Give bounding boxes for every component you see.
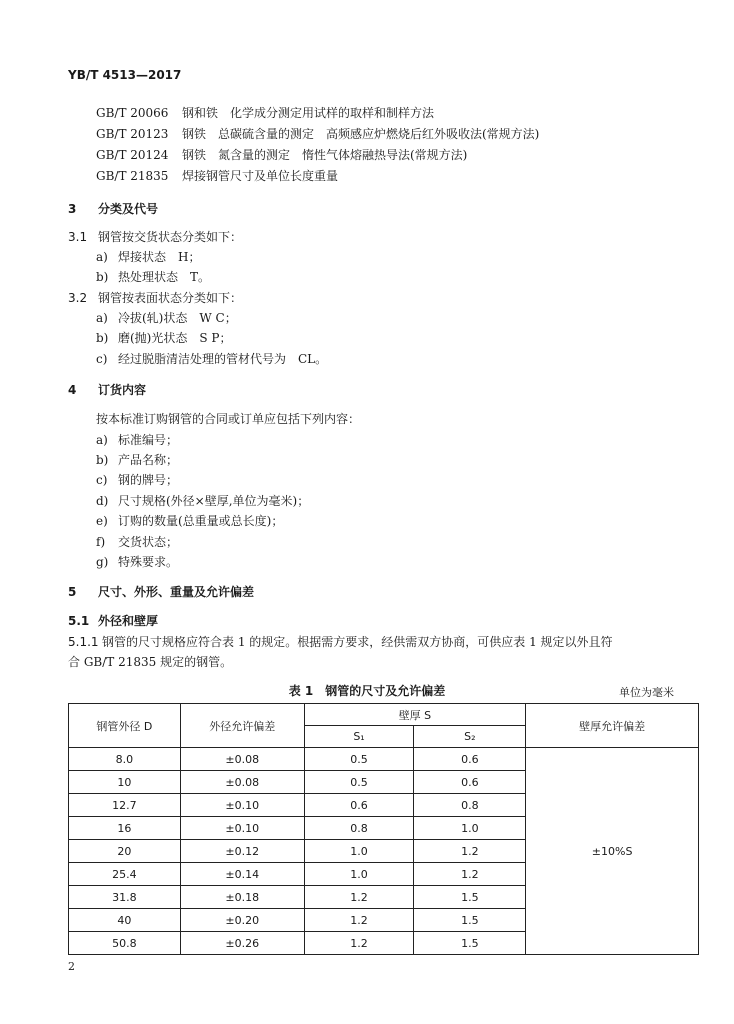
section-heading [68, 381, 146, 398]
paragraph: 按本标准订购钢管的合同或订单应包括下列内容： [96, 412, 361, 426]
list-marker: d) [96, 494, 109, 508]
cell-s1: 0.5 [304, 748, 414, 771]
cell-s2: 1.0 [414, 817, 526, 840]
table-unit-note: 单位为毫米 [619, 686, 674, 699]
cell-s2: 1.5 [414, 886, 526, 909]
subsection-heading [68, 612, 158, 629]
list-item [96, 350, 327, 367]
cell-od-tol: ±0.26 [180, 932, 304, 955]
cell-od: 50.8 [69, 932, 181, 955]
clause-text-continued: 合 GB/T 21835 规定的钢管。 [68, 655, 233, 669]
cell-od: 8.0 [69, 748, 181, 771]
header-s1: S₁ [304, 726, 414, 748]
section-heading [68, 583, 254, 600]
cell-s2: 0.6 [414, 771, 526, 794]
reference-line [96, 167, 338, 184]
list-text: 钢的牌号； [118, 473, 179, 487]
header-od-tolerance: 外径允许偏差 [180, 704, 304, 748]
reference-title: 钢铁 氮含量的测定 惰性气体熔融热导法(常规方法) [182, 148, 468, 162]
cell-od-tol: ±0.18 [180, 886, 304, 909]
cell-s1: 0.5 [304, 771, 414, 794]
header-s2: S₂ [414, 726, 526, 748]
list-item [96, 533, 178, 550]
section-heading [68, 200, 158, 217]
list-marker: a) [96, 433, 108, 447]
cell-od: 20 [69, 840, 181, 863]
cell-od-tol: ±0.12 [180, 840, 304, 863]
section-number: 4 [68, 383, 77, 397]
reference-title: 钢和铁 化学成分测定用试样的取样和制样方法 [182, 106, 435, 120]
table-row [69, 748, 699, 771]
cell-s1: 0.8 [304, 817, 414, 840]
list-marker: a) [96, 311, 108, 325]
list-item [96, 329, 231, 346]
cell-s1: 0.6 [304, 794, 414, 817]
cell-od-tol: ±0.10 [180, 794, 304, 817]
cell-od: 12.7 [69, 794, 181, 817]
reference-title: 钢铁 总碳硫含量的测定 高频感应炉燃烧后红外吸收法(常规方法) [182, 127, 540, 141]
list-text: 磨(抛)光状态 S P； [118, 331, 232, 345]
list-marker: b) [96, 453, 109, 467]
cell-od-tol: ±0.14 [180, 863, 304, 886]
subsection-number: 5.1 [68, 614, 90, 628]
list-marker: a) [96, 250, 108, 264]
list-item [96, 492, 309, 509]
list-text: 尺寸规格(外径×壁厚,单位为毫米)； [118, 494, 310, 508]
list-text: 标准编号； [118, 433, 179, 447]
list-text: 特殊要求。 [118, 555, 179, 569]
list-marker: c) [96, 473, 108, 487]
list-item [96, 431, 178, 448]
reference-code: GB/T 20066 [96, 106, 169, 120]
header-wall-tolerance: 壁厚允许偏差 [526, 704, 699, 748]
list-item [96, 309, 237, 326]
list-text: 冷拔(轧)状态 W C； [118, 311, 237, 325]
section-number: 5 [68, 585, 77, 599]
subsection-title: 外径和壁厚 [98, 614, 159, 628]
clause-line [68, 228, 242, 245]
table-header-row [69, 704, 699, 726]
cell-od: 16 [69, 817, 181, 840]
cell-s2: 0.8 [414, 794, 526, 817]
clause-line [68, 633, 613, 650]
cell-od-tol: ±0.08 [180, 771, 304, 794]
clause-number: 3.1 [68, 230, 88, 244]
cell-s2: 1.5 [414, 909, 526, 932]
dimensions-table [68, 703, 699, 955]
cell-s2: 0.6 [414, 748, 526, 771]
list-item [96, 471, 178, 488]
list-item [96, 248, 200, 265]
list-text: 产品名称； [118, 453, 179, 467]
cell-s2: 1.5 [414, 932, 526, 955]
page-number: 2 [68, 960, 75, 973]
section-number: 3 [68, 202, 77, 216]
list-text: 交货状态； [118, 535, 179, 549]
section-title: 尺寸、外形、重量及允许偏差 [98, 585, 255, 599]
clause-number: 3.2 [68, 291, 88, 305]
list-text: 订购的数量(总重量或总长度)； [118, 514, 284, 528]
list-marker: b) [96, 270, 109, 284]
section-title: 分类及代号 [98, 202, 159, 216]
header-outer-diameter: 钢管外径 D [69, 704, 181, 748]
list-marker: g) [96, 555, 109, 569]
cell-s1: 1.2 [304, 886, 414, 909]
reference-line [96, 104, 434, 121]
list-item [96, 553, 178, 570]
cell-s2: 1.2 [414, 863, 526, 886]
section-title: 订货内容 [98, 383, 147, 397]
clause-line [68, 289, 242, 306]
list-item [96, 268, 210, 285]
list-text: 热处理状态 T。 [118, 270, 211, 284]
cell-s1: 1.0 [304, 840, 414, 863]
list-item [96, 451, 178, 468]
list-marker: f) [96, 535, 106, 549]
list-text: 焊接状态 H； [118, 250, 201, 264]
list-marker: e) [96, 514, 108, 528]
reference-code: GB/T 20123 [96, 127, 169, 141]
cell-od-tol: ±0.08 [180, 748, 304, 771]
list-item [96, 512, 283, 529]
clause-text: 钢管按交货状态分类如下： [98, 230, 243, 244]
cell-od: 25.4 [69, 863, 181, 886]
header-wall-thickness: 壁厚 S [304, 704, 526, 726]
clause-number: 5.1.1 [68, 635, 99, 649]
cell-wall-tolerance: ±10%S [526, 748, 699, 955]
cell-s1: 1.0 [304, 863, 414, 886]
list-marker: c) [96, 352, 108, 366]
table-caption: 表 1 钢管的尺寸及允许偏差 [288, 684, 446, 698]
reference-title: 焊接钢管尺寸及单位长度重量 [182, 169, 339, 183]
cell-od-tol: ±0.10 [180, 817, 304, 840]
list-text: 经过脱脂清洁处理的管材代号为 CL。 [118, 352, 328, 366]
clause-text: 钢管的尺寸规格应符合表 1 的规定。根据需方要求，经供需双方协商，可供应表 1 规定以外且符 [102, 635, 613, 649]
cell-od: 10 [69, 771, 181, 794]
cell-od: 40 [69, 909, 181, 932]
reference-line [96, 125, 539, 142]
reference-code: GB/T 21835 [96, 169, 169, 183]
cell-s2: 1.2 [414, 840, 526, 863]
reference-line [96, 146, 467, 163]
standard-code-header: YB/T 4513—2017 [68, 68, 182, 82]
cell-od: 31.8 [69, 886, 181, 909]
list-marker: b) [96, 331, 109, 345]
cell-s1: 1.2 [304, 932, 414, 955]
cell-od-tol: ±0.20 [180, 909, 304, 932]
reference-code: GB/T 20124 [96, 148, 169, 162]
clause-text: 钢管按表面状态分类如下： [98, 291, 243, 305]
cell-s1: 1.2 [304, 909, 414, 932]
